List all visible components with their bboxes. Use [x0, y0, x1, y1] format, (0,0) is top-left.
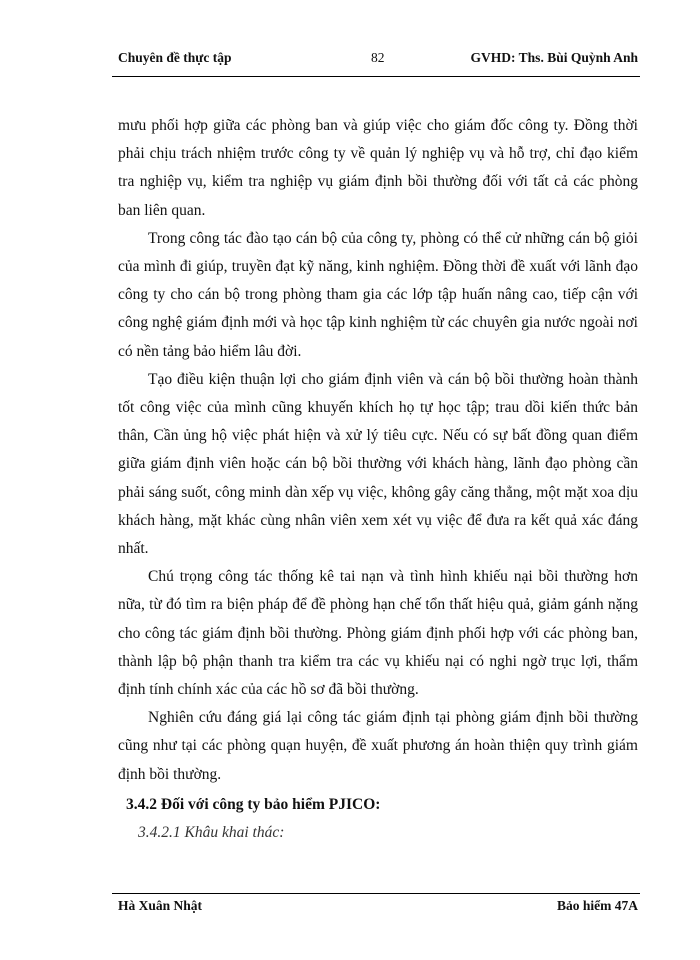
footer-class: Bảo hiểm 47A	[557, 898, 638, 913]
body-paragraph-3: Tạo điều kiện thuận lợi cho giám định viên và cán bộ bồi thường hoàn thành tốt công việc của mình cũng khuyến khích họ tự học tập; trau dồi kiến thức bản thân, Cần ủng hộ việc phát hiện và xử lý tiêu cực. Nếu có sự bất đồng quan điểm giữa giám định viên hoặc cán bộ bồi thường với khách hàng, lãnh đạo phòng cần phải sáng suốt, công minh dàn xếp vụ việc, không gây căng thẳng, một mặt xoa dịu khách hàng, mặt khác cùng nhân viên xem xét vụ việc để đưa ra kết quả xác đáng nhất.	[118, 370, 638, 558]
page-body	[118, 112, 638, 847]
body-paragraph-2: Trong công tác đào tạo cán bộ của công ty, phòng có thể cử những cán bộ giỏi của mình đi giúp, truyền đạt kỹ năng, kinh nghiệm. Đồng thời đề xuất với lãnh đạo công ty cho cán bộ trong phòng tham gia các lớp tập huấn nâng cao, tiếp cận với công nghệ giám định mới và học tập kinh nghiệm từ các chuyên gia nước ngoài nơi có nền tảng bảo hiểm lâu đời.	[118, 229, 638, 360]
page-header	[118, 50, 638, 72]
footer-author: Hà Xuân Nhật	[118, 898, 203, 913]
footer-divider	[112, 893, 640, 894]
page-footer	[118, 898, 638, 918]
body-paragraph-1: mưu phối hợp giữa các phòng ban và giúp việc cho giám đốc công ty. Đồng thời phải chịu trách nhiệm trước công ty về quản lý nghiệp vụ và hỗ trợ, chỉ đạo kiểm tra nghiệp vụ, kiểm tra nghiệp vụ giám định bồi thường đối với tất cả các phòng ban liên quan.	[118, 117, 638, 219]
body-paragraph-5: Nghiên cứu đáng giá lại công tác giám định tại phòng giám định bồi thường cũng như tại các phòng quạn huyện, đề xuất phương án hoàn thiện quy trình giám định bồi thường.	[118, 709, 638, 783]
header-document-title: Chuyên đề thực tập	[118, 50, 232, 65]
header-divider	[112, 76, 640, 77]
body-paragraph-4: Chú trọng công tác thống kê tai nạn và tình hình khiếu nại bồi thường hơn nữa, từ đó tìm ra biện pháp để đề phòng hạn chế tổn thất hiệu quả, giảm gánh nặng cho công tác giám định bồi thường. Phòng giám định phối hợp với các phòng ban, thành lập bộ phận thanh tra kiểm tra các vụ khiếu nại có nghi ngờ trục lợi, thẩm định tính chính xác của các hồ sơ đã bồi thường.	[118, 568, 638, 699]
subsection-heading: 3.4.2.1 Khâu khai thác:	[138, 823, 285, 841]
section-heading: 3.4.2 Đối với công ty bảo hiểm PJICO:	[126, 795, 381, 813]
header-supervisor: GVHD: Ths. Bùi Quỳnh Anh	[470, 50, 638, 65]
header-page-number: 82	[371, 50, 385, 65]
